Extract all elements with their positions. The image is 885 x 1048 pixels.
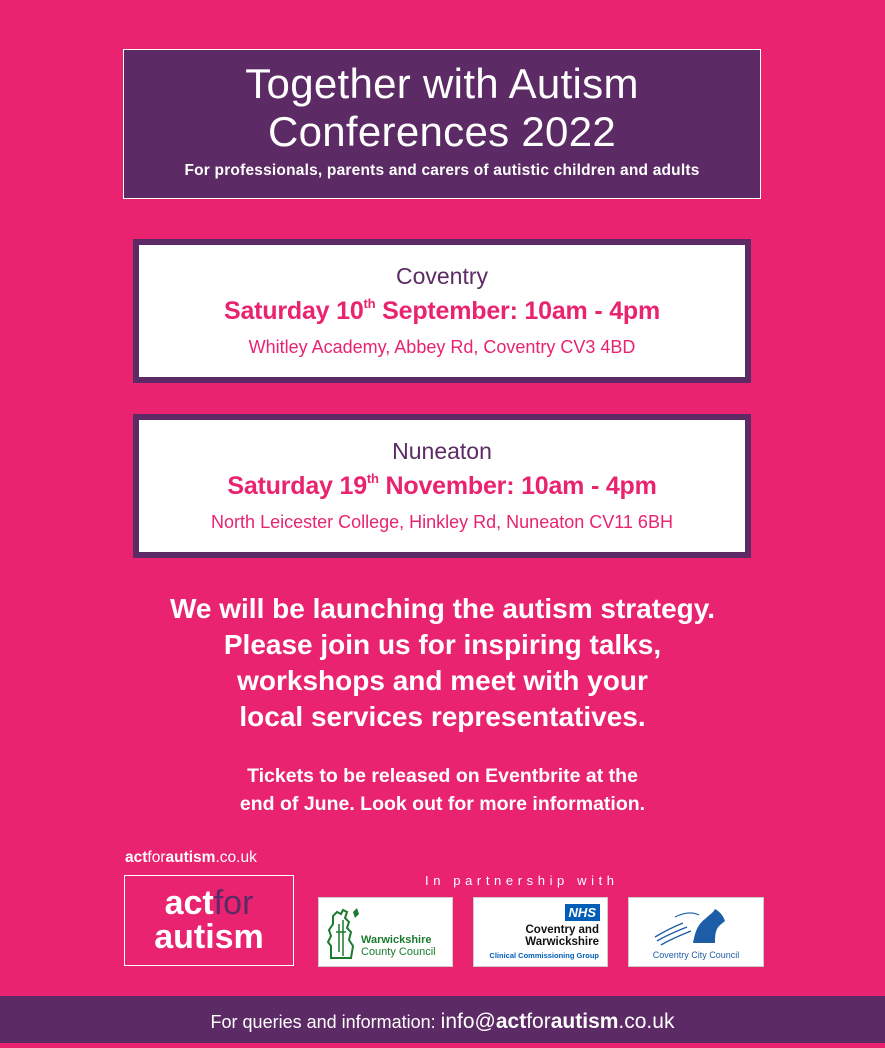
email-part: act (495, 1010, 527, 1033)
event-date-day: Saturday 19 (227, 472, 367, 500)
email-part: info@ (440, 1010, 496, 1033)
launch-line: workshops and meet with your (237, 665, 648, 696)
event-card-coventry (133, 239, 751, 383)
launch-message (0, 591, 885, 735)
horse-head-icon (653, 903, 733, 947)
logo-word-autism: autism (154, 918, 264, 956)
partner-name: Coventry and (525, 924, 599, 936)
launch-line: We will be launching the autism strategy. (169, 593, 716, 624)
launch-line: Please join us for inspiring talks, (223, 629, 662, 660)
nhs-ccg-logo (473, 897, 608, 967)
event-date (139, 296, 745, 326)
footer-email[interactable] (441, 1010, 675, 1033)
event-date-rest: November: 10am - 4pm (378, 472, 657, 500)
website-part: autism (165, 849, 216, 866)
event-date-rest: September: 10am - 4pm (375, 297, 660, 325)
tickets-line: Tickets to be released on Eventbrite at the (247, 765, 638, 787)
partner-name: Warwickshire (361, 934, 432, 946)
website-part: for (147, 849, 166, 866)
footer-bar (0, 996, 885, 1043)
coventry-council-logo (628, 897, 764, 967)
email-part: for (526, 1010, 551, 1033)
partnership-label: In partnership with (425, 873, 619, 888)
bear-staff-icon (323, 902, 363, 964)
event-venue: North Leicester College, Hinkley Rd, Nuneaton CV11 6BH (211, 512, 673, 532)
partner-subname: County Council (361, 946, 436, 958)
website-part: act (125, 849, 148, 866)
logo-word-act: act (164, 884, 214, 922)
event-city: Nuneaton (392, 438, 492, 464)
tickets-line: end of June. Look out for more information. (239, 793, 646, 815)
event-date-day: Saturday 10 (223, 297, 364, 325)
email-part: autism (550, 1010, 619, 1033)
email-part: .co.uk (618, 1010, 675, 1033)
footer-prefix: For queries and information: (210, 1012, 441, 1032)
website-url[interactable] (125, 849, 257, 867)
website-part: .co.uk (215, 849, 257, 866)
partner-name: Warwickshire (525, 936, 599, 948)
nhs-badge: NHS (565, 904, 600, 921)
subtitle: For professionals, parents and carers of autistic children and adults (184, 162, 700, 179)
tickets-message (0, 762, 885, 818)
event-date (139, 471, 745, 501)
partner-name: Coventry City Council (652, 950, 740, 960)
event-date-ordinal: th (363, 296, 376, 311)
title-line-2: Conferences 2022 (267, 108, 617, 155)
partner-subname: Clinical Commissioning Group (489, 951, 599, 960)
event-city: Coventry (395, 263, 489, 289)
title-box (123, 49, 761, 199)
title-line-1: Together with Autism (245, 60, 639, 107)
event-venue: Whitley Academy, Abbey Rd, Coventry CV3 4BD (248, 337, 636, 357)
warwickshire-council-logo (318, 897, 453, 967)
event-card-nuneaton (133, 414, 751, 558)
act-for-autism-logo (124, 875, 294, 966)
logo-word-for: for (213, 884, 254, 922)
event-date-ordinal: th (366, 471, 379, 486)
launch-line: local services representatives. (239, 701, 646, 732)
